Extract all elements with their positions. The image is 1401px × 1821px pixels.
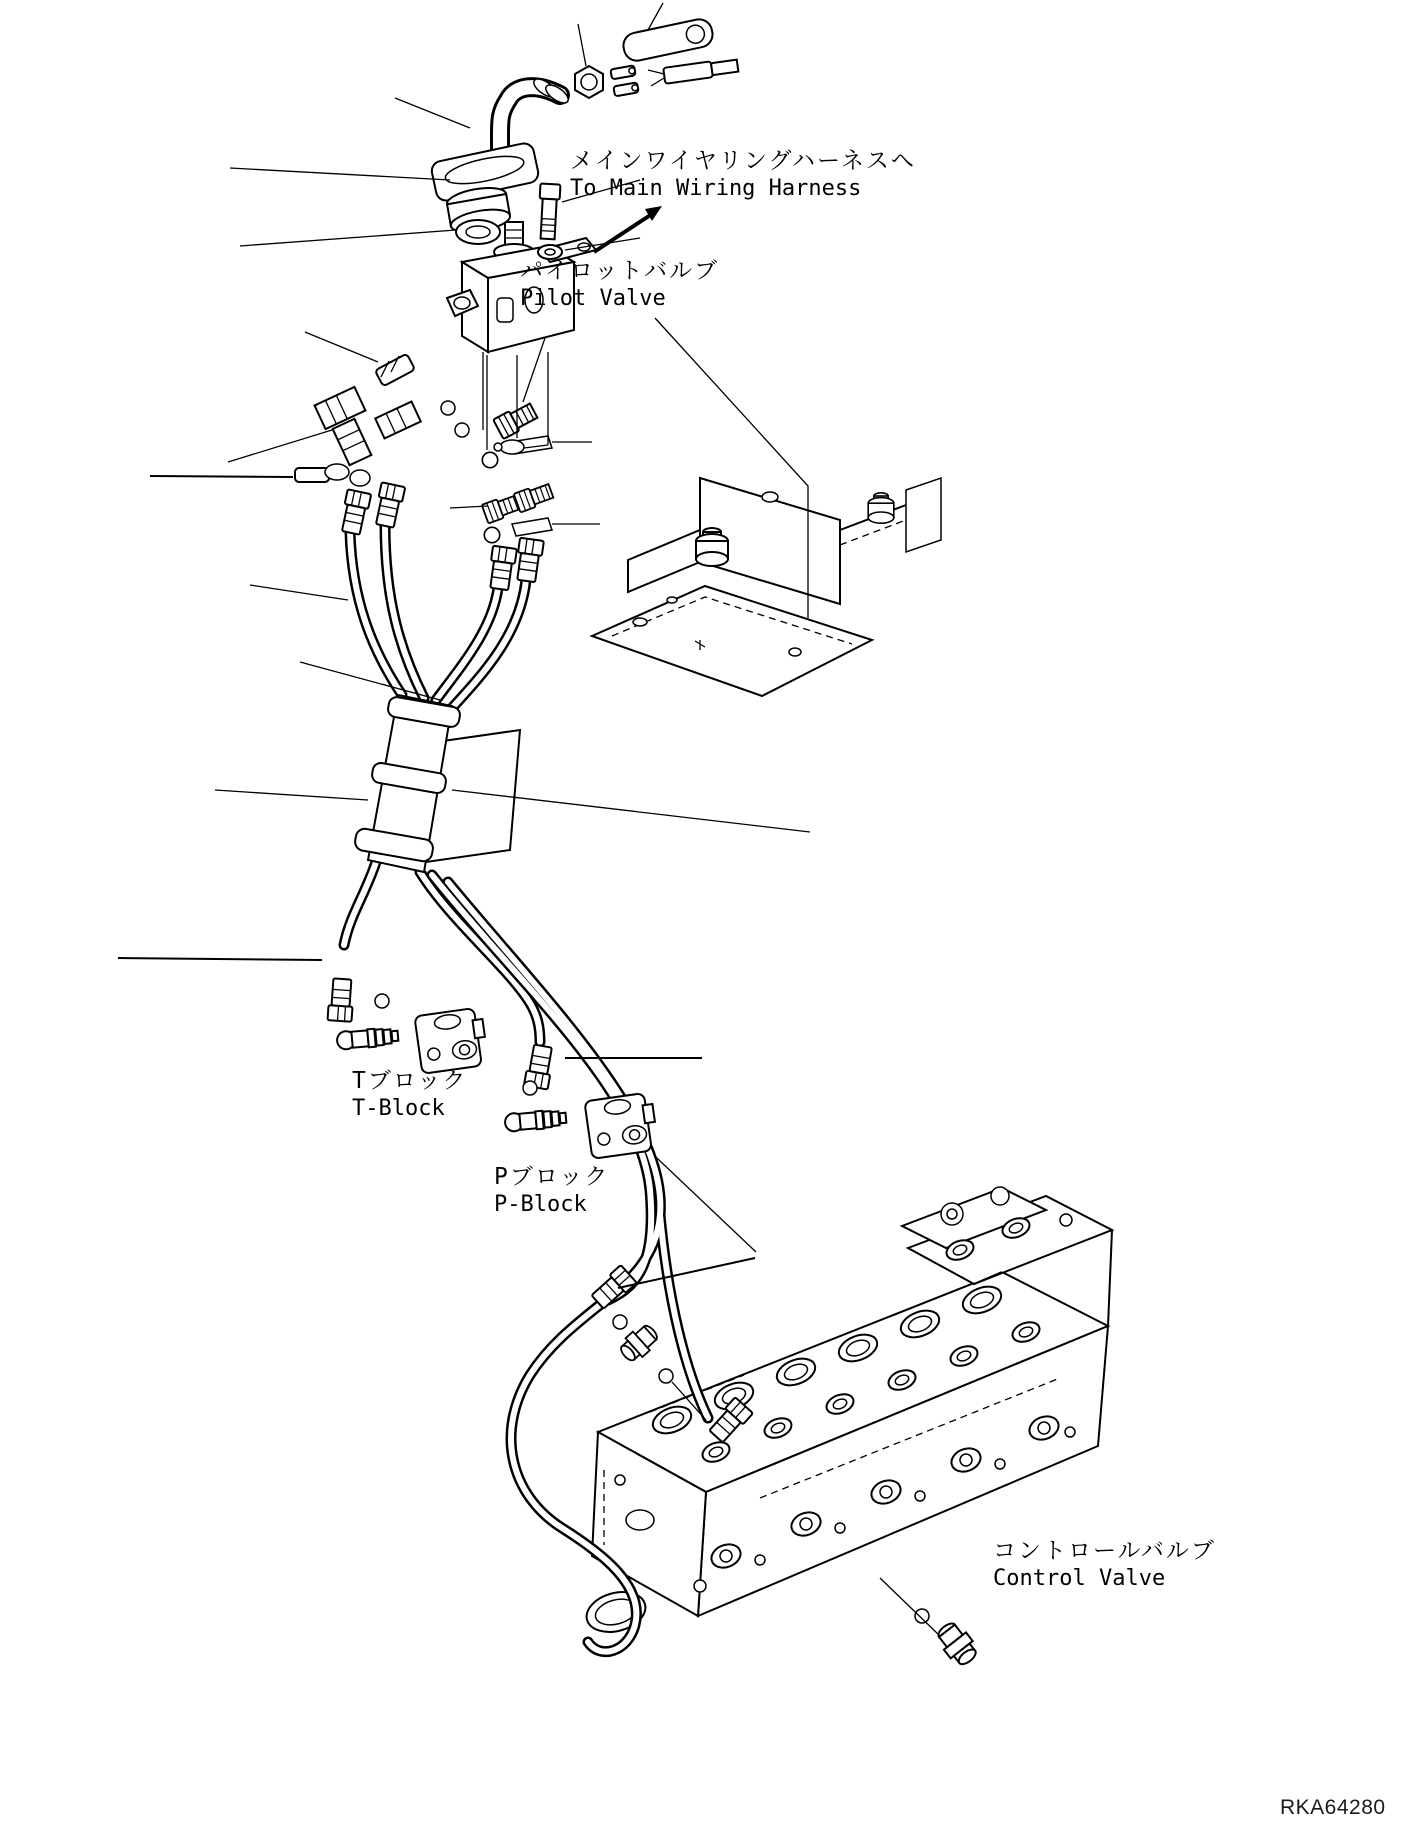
callout-control-valve [993,1538,1216,1592]
callout-main-wiring-harness [570,148,916,202]
harness-label-jp: メインワイヤリングハーネスへ [570,148,916,174]
t-block-hose-fitting [328,978,355,1022]
lever-nut [575,24,603,98]
pilot-valve-bracket [592,478,941,696]
bottom-fitting [933,1618,982,1669]
p-block [504,1092,658,1159]
lever-grip [621,17,715,63]
figure-id: RKA64280 [1280,1796,1386,1819]
p-block-label-jp: Pブロック [494,1164,610,1190]
bottom-fitting-oring [915,1609,929,1623]
p-block-label-en: P-Block [494,1192,587,1217]
wire-connector [610,58,738,97]
harness-label-en: To Main Wiring Harness [570,176,862,201]
t-block-label-jp: Tブロック [352,1068,468,1094]
elbow-adapter [613,1315,662,1365]
callout-t-block [352,1068,467,1122]
mount-bolt [538,184,561,240]
harness-arrow [594,206,662,252]
callout-p-block [494,1164,609,1218]
pilot-valve-label-en: Pilot Valve [520,286,666,311]
washer [538,245,562,259]
t-block [336,1007,488,1074]
t-block-label-en: T-Block [352,1096,445,1121]
control-valve-label-en: Control Valve [993,1566,1166,1591]
lever-assembly [230,3,739,259]
control-valve-label-jp: コントロールバルブ [993,1538,1216,1564]
hose-bundle-clamp [215,662,810,872]
callout-pilot-valve [520,258,719,312]
pilot-valve-label-jp: パイロットバルブ [520,258,720,284]
